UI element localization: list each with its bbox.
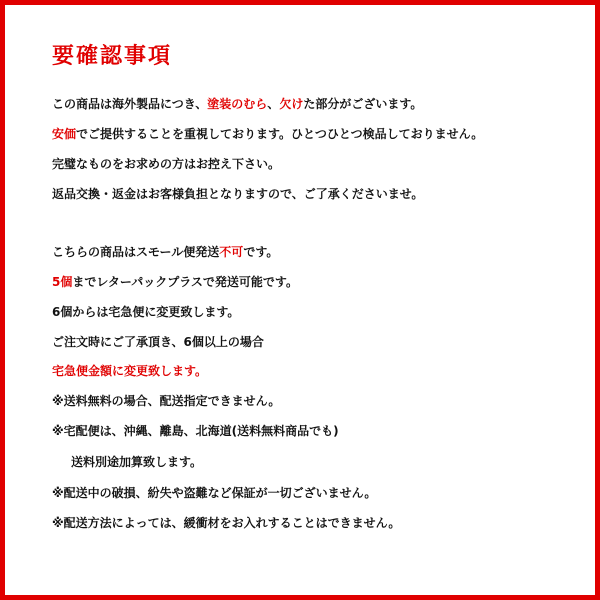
text-segment: た部分がございます。 [303,97,423,111]
order-consent-line: ご注文時にご了承頂き、6個以上の場合 [52,335,264,349]
text-segment: です。 [243,245,279,259]
courier-change-line: 6個からは宅急便に変更致します。 [52,305,240,319]
low-price-line [52,125,483,143]
defect-notice-line [52,95,422,113]
highlight-chips: 欠け [279,97,304,111]
text-segment: でご提供することを重視しております。ひとつひとつ検品しておりません。 [76,127,484,141]
notice-title: 要確認事項 [52,44,173,69]
text-segment: までレターパックプラスで発送可能です。 [72,275,298,289]
highlight-low-price: 安価 [52,127,77,141]
highlight-five-items: 5個 [52,275,73,289]
perfection-warning-line: 完璧なものをお求めの方はお控え下さい。 [52,157,281,171]
text-segment: こちらの商品はスモール便発送 [52,245,220,259]
courier-fee-line: 宅急便金額に変更致します。 [52,364,208,378]
text-segment: この商品は海外製品につき、 [52,97,208,111]
remote-area-note-line: ※宅配便は、沖縄、離島、北海道(送料無料商品でも) [52,424,339,438]
small-parcel-line [52,243,278,261]
return-policy-line: 返品交換・返金はお客様負担となりますので、ご了承くださいませ。 [52,187,424,201]
letterpack-line [52,273,298,291]
extra-shipping-line: 送料別途加算致します。 [71,455,203,469]
highlight-not-allowed: 不可 [219,245,244,259]
no-cushioning-line: ※配送方法によっては、緩衝材をお入れすることはできません。 [52,516,401,530]
highlight-paint-unevenness: 塗装のむら [207,97,268,111]
text-segment: 、 [267,97,280,111]
free-shipping-note-line: ※送料無料の場合、配送指定できません。 [52,394,281,408]
no-guarantee-line: ※配送中の破損、紛失や盗難など保証が一切ございません。 [52,486,377,500]
